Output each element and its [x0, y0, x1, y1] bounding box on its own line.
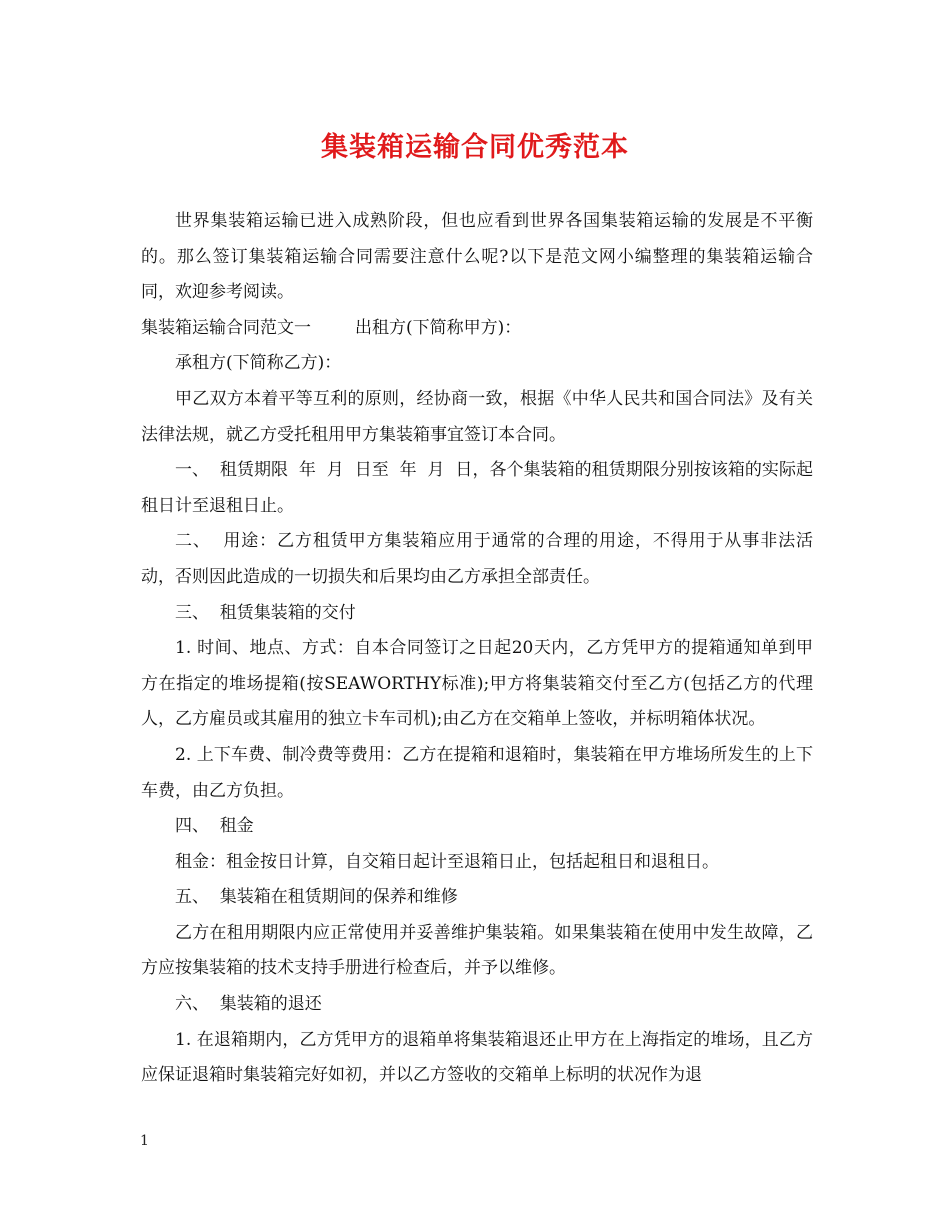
clause-6-title: 六、 集装箱的退还 — [175, 994, 322, 1015]
clause-6-item-1: 1. 在退箱期内，乙方凭甲方的退箱单将集装箱退还止甲方在上海指定的堆场，且乙方应保证退箱时集装箱完好如初，并以乙方签收的交箱单上标明的状况作为退 — [141, 1029, 813, 1086]
sample-heading: 集装箱运输合同范文一 — [141, 317, 311, 338]
clause-3-item-1: 1. 时间、地点、方式：自本合同签订之日起20天内，乙方凭甲方的提箱通知单到甲方在指定的堆场提箱(按SEAWORTHY标准);甲方将集装箱交付至乙方(包括乙方的代理人，乙方雇员或其雇用的独立卡车司机);由乙方在交箱单上签收，并标明箱体状况。 — [141, 638, 813, 730]
preamble-paragraph: 甲乙双方本着平等互利的原则，经协商一致，根据《中华人民共和国合同法》及有关法律法规，就乙方受托租用甲方集装箱事宜签订本合同。 — [141, 388, 813, 445]
clause-2: 二、 用途：乙方租赁甲方集装箱应用于通常的合理的用途，不得用于从事非法活动，否则因此造成的一切损失和后果均由乙方承担全部责任。 — [141, 531, 813, 587]
lessee-label: 承租方(下简称乙方)： — [175, 353, 342, 374]
clause-3-title: 三、 租赁集装箱的交付 — [175, 602, 356, 623]
clause-1: 一、 租赁期限 年 月 日至 年 月 日，各个集装箱的租赁期限分别按该箱的实际起租日计至退租日止。 — [141, 460, 813, 516]
clause-4-body: 租金：租金按日计算，自交箱日起计至退箱日止，包括起租日和退租日。 — [175, 851, 719, 872]
sample-heading-line — [141, 311, 813, 347]
lessor-label: 出租方(下简称甲方)： — [355, 317, 522, 338]
document-title: 集装箱运输合同优秀范本 — [321, 132, 629, 163]
clause-3-item-2: 2. 上下车费、制冷费等费用：乙方在提箱和退箱时，集装箱在甲方堆场所发生的上下车费，由乙方负担。 — [141, 744, 813, 801]
document-body — [141, 204, 813, 1094]
page-number: 1 — [140, 1133, 149, 1149]
intro-paragraph: 世界集装箱运输已进入成熟阶段，但也应看到世界各国集装箱运输的发展是不平衡的。那么签订集装箱运输合同需要注意什么呢?以下是范文网小编整理的集装箱运输合同，欢迎参考阅读。 — [141, 211, 813, 303]
clause-4-title: 四、 租金 — [175, 816, 254, 837]
clause-5-body: 乙方在租用期限内应正常使用并妥善维护集装箱。如果集装箱在使用中发生故障，乙方应按集装箱的技术支持手册进行检查后，并予以维修。 — [141, 922, 813, 979]
clause-5-title: 五、 集装箱在租赁期间的保养和维修 — [175, 887, 458, 908]
